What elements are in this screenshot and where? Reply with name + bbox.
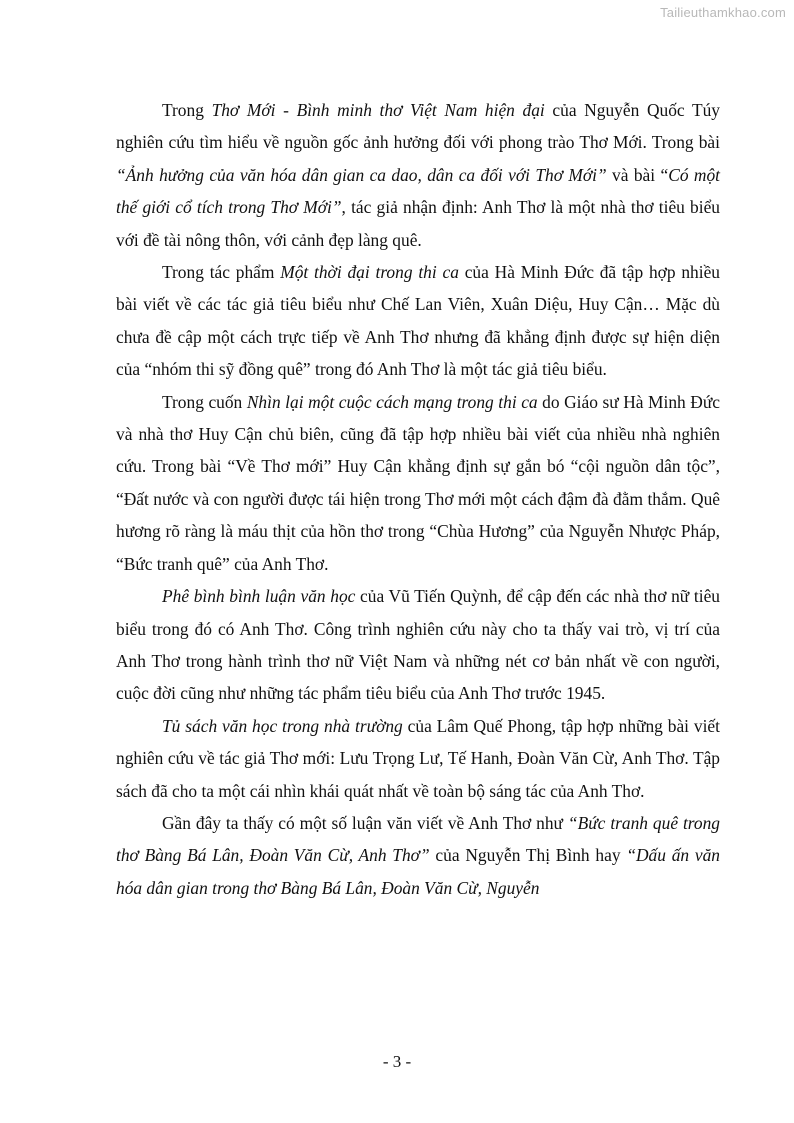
paragraph-3	[116, 386, 720, 580]
document-body	[116, 94, 720, 904]
italic-title: Phê bình bình luận văn học	[162, 586, 356, 607]
paragraph-2	[116, 256, 720, 386]
paragraph-5	[116, 710, 720, 807]
text-segment: Trong tác phẩm	[162, 262, 281, 283]
italic-title: Thơ Mới - Bình minh thơ Việt Nam hiện đại	[211, 100, 545, 120]
watermark-text: Tailieuthamkhao.com	[660, 5, 786, 20]
text-segment: của Lâm Quế Phong, tập hợp những bài viết nghiên cứu về tác giả Thơ mới: Lưu Trọng Lư, Tế Hanh, Đoàn Văn Cừ, Anh Thơ. Tập sách đã cho ta một cái nhìn khái quát nhất về toàn bộ sáng tác của Anh Thơ.	[116, 715, 720, 801]
text-segment: của Vũ Tiến Quỳnh, để cập đến các nhà thơ nữ tiêu biểu trong đó có Anh Thơ. Công trình nghiên cứu này cho ta thấy vai trò, vị trí của Anh Thơ trong hành trình thơ nữ Việt Nam và những nét cơ bản nhất về con người, cuộc đời cũng như những tác phẩm tiêu biểu của Anh Thơ trước 1945.	[116, 586, 720, 704]
text-segment: Trong	[162, 100, 212, 120]
text-segment: của Hà Minh Đức đã tập hợp nhiều bài viết về các tác giả tiêu biểu như Chế Lan Viên, Xuân Diệu, Huy Cận… Mặc dù chưa đề cập một cách trực tiếp về Anh Thơ nhưng đã khẳng định được sự hiện diện của “nhóm thi sỹ đồng quê” trong đó Anh Thơ là một tác giả tiêu biểu.	[116, 262, 720, 380]
italic-title: Tủ sách văn học trong nhà trường	[162, 715, 403, 736]
italic-title: Nhìn lại một cuộc cách mạng trong thi ca	[246, 391, 538, 412]
text-segment: của Nguyễn Quốc Túy nghiên cứu tìm hiểu về nguồn gốc ảnh hưởng đối với phong trào Thơ Mới. Trong bài	[116, 100, 720, 153]
paragraph-4	[116, 580, 720, 710]
text-segment: Gần đây ta thấy có một số luận văn viết về Anh Thơ như	[162, 812, 568, 833]
italic-title: “Ảnh hưởng của văn hóa dân gian ca dao, dân ca đối với Thơ Mới”	[116, 164, 607, 185]
page-number: - 3 -	[382, 1052, 412, 1071]
text-segment: của Nguyễn Thị Bình hay	[429, 845, 627, 866]
italic-title: Có một thế giới cổ tích trong Thơ Mới”	[116, 164, 720, 218]
text-segment: và bài “	[606, 164, 669, 185]
paragraph-6	[116, 807, 720, 904]
text-segment: do Giáo sư Hà Minh Đức và nhà thơ Huy Cận chủ biên, cũng đã tập hợp nhiều bài viết của nhiều nhà nghiên cứu. Trong bài “Về Thơ mới” Huy Cận khẳng định sự gắn bó “cội nguồn dân tộc”, “Đất nước và con người được tái hiện trong Thơ mới một cách đậm đà đằm thắm. Quê hương rõ ràng là máu thịt của hồn thơ trong “Chùa Hương” của Nguyễn Nhược Pháp, “Bức tranh quê” của Anh Thơ.	[116, 391, 720, 574]
text-segment: , tác giả nhận định: Anh Thơ là một nhà thơ tiêu biểu với đề tài nông thôn, với cảnh đẹp làng quê.	[116, 197, 720, 250]
italic-title: Một thời đại trong thi ca	[280, 262, 459, 283]
text-segment: Trong cuốn	[162, 391, 247, 412]
italic-title: “Dấu ấn văn hóa dân gian trong thơ Bàng Bá Lân, Đoàn Văn Cừ, Nguyễn	[116, 845, 721, 898]
italic-title: “Bức tranh quê trong thơ Bàng Bá Lân, Đoàn Văn Cừ, Anh Thơ”	[116, 812, 720, 866]
paragraph-1	[116, 94, 720, 256]
